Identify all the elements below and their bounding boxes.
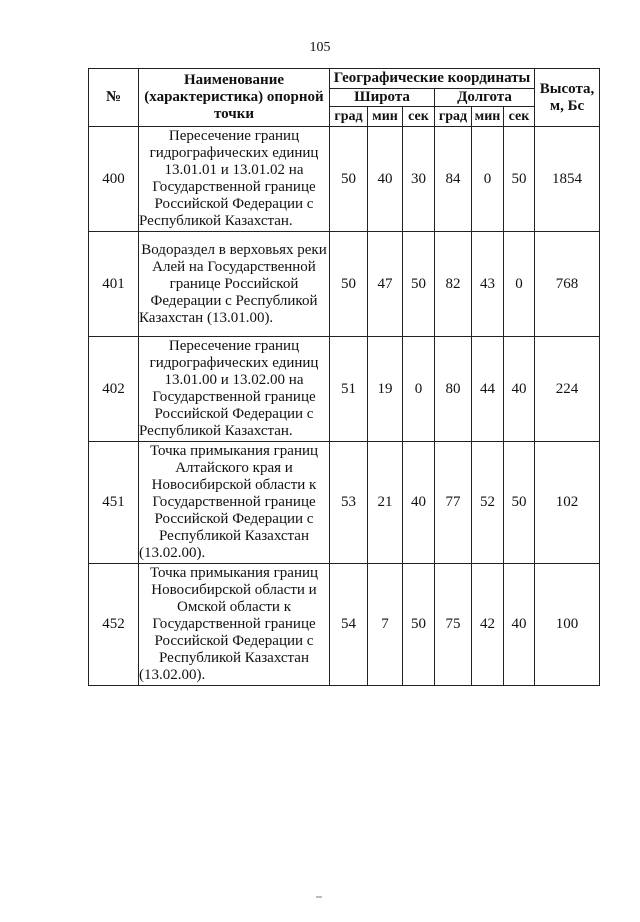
table-row — [89, 564, 600, 686]
cell-lat-deg: 51 — [330, 337, 368, 442]
cell-lon-deg: 84 — [435, 127, 472, 232]
cell-number: 401 — [89, 232, 139, 337]
cell-height: 1854 — [535, 127, 600, 232]
cell-height: 224 — [535, 337, 600, 442]
cell-name: Пересечение границ гидрографических единиц 13.01.01 и 13.01.02 на Государственной границе Российской Федерации с Республикой Казахстан. — [139, 127, 330, 232]
cell-number: 452 — [89, 564, 139, 686]
table-row — [89, 442, 600, 564]
cell-lat-sec: 30 — [403, 127, 435, 232]
header-latitude: Широта — [330, 89, 435, 107]
header-lon-sec: сек — [504, 107, 535, 127]
cell-lat-sec: 40 — [403, 442, 435, 564]
header-lat-deg: град — [330, 107, 368, 127]
cell-lon-deg: 82 — [435, 232, 472, 337]
header-coordinates: Географические координаты — [330, 69, 535, 89]
cell-height: 100 — [535, 564, 600, 686]
cell-lon-min: 42 — [472, 564, 504, 686]
table-row — [89, 232, 600, 337]
scan-mark — [316, 896, 322, 898]
cell-lat-min: 40 — [368, 127, 403, 232]
cell-name: Точка примыкания границ Новосибирской области и Омской области к Государственной границе Российской Федерации с Республикой Казахстан (13.02.00). — [139, 564, 330, 686]
cell-lat-deg: 50 — [330, 127, 368, 232]
cell-lat-deg: 54 — [330, 564, 368, 686]
cell-lon-deg: 75 — [435, 564, 472, 686]
cell-lon-deg: 77 — [435, 442, 472, 564]
cell-name: Точка примыкания границ Алтайского края и Новосибирской области к Государственной границе Российской Федерации с Республикой Казахстан (13.02.00). — [139, 442, 330, 564]
cell-lon-sec: 40 — [504, 564, 535, 686]
header-number: № — [89, 69, 139, 127]
cell-lon-sec: 50 — [504, 442, 535, 564]
cell-lon-min: 52 — [472, 442, 504, 564]
cell-lon-sec: 50 — [504, 127, 535, 232]
header-name: Наименование (характеристика) опорной точки — [139, 69, 330, 127]
reference-points-table — [88, 68, 600, 686]
cell-lon-deg: 80 — [435, 337, 472, 442]
header-lon-min: мин — [472, 107, 504, 127]
header-longitude: Долгота — [435, 89, 535, 107]
cell-name: Водораздел в верховьях реки Алей на Государственной границе Российской Федерации с Республикой Казахстан (13.01.00). — [139, 232, 330, 337]
cell-lon-min: 0 — [472, 127, 504, 232]
cell-height: 102 — [535, 442, 600, 564]
cell-lat-min: 7 — [368, 564, 403, 686]
cell-lat-sec: 50 — [403, 564, 435, 686]
table-row — [89, 337, 600, 442]
cell-lat-sec: 0 — [403, 337, 435, 442]
header-lat-min: мин — [368, 107, 403, 127]
cell-lon-min: 43 — [472, 232, 504, 337]
cell-number: 400 — [89, 127, 139, 232]
cell-number: 451 — [89, 442, 139, 564]
cell-lon-sec: 40 — [504, 337, 535, 442]
cell-lat-min: 19 — [368, 337, 403, 442]
cell-height: 768 — [535, 232, 600, 337]
cell-lon-sec: 0 — [504, 232, 535, 337]
cell-name: Пересечение границ гидрографических единиц 13.01.00 и 13.02.00 на Государственной границе Российской Федерации с Республикой Казахстан. — [139, 337, 330, 442]
cell-lat-deg: 50 — [330, 232, 368, 337]
cell-lon-min: 44 — [472, 337, 504, 442]
cell-lat-min: 47 — [368, 232, 403, 337]
header-lat-sec: сек — [403, 107, 435, 127]
cell-lat-deg: 53 — [330, 442, 368, 564]
header-height: Высота, м, Бс — [535, 69, 600, 127]
cell-lat-sec: 50 — [403, 232, 435, 337]
cell-number: 402 — [89, 337, 139, 442]
page-number: 105 — [309, 40, 331, 55]
cell-lat-min: 21 — [368, 442, 403, 564]
header-lon-deg: град — [435, 107, 472, 127]
table-row — [89, 127, 600, 232]
